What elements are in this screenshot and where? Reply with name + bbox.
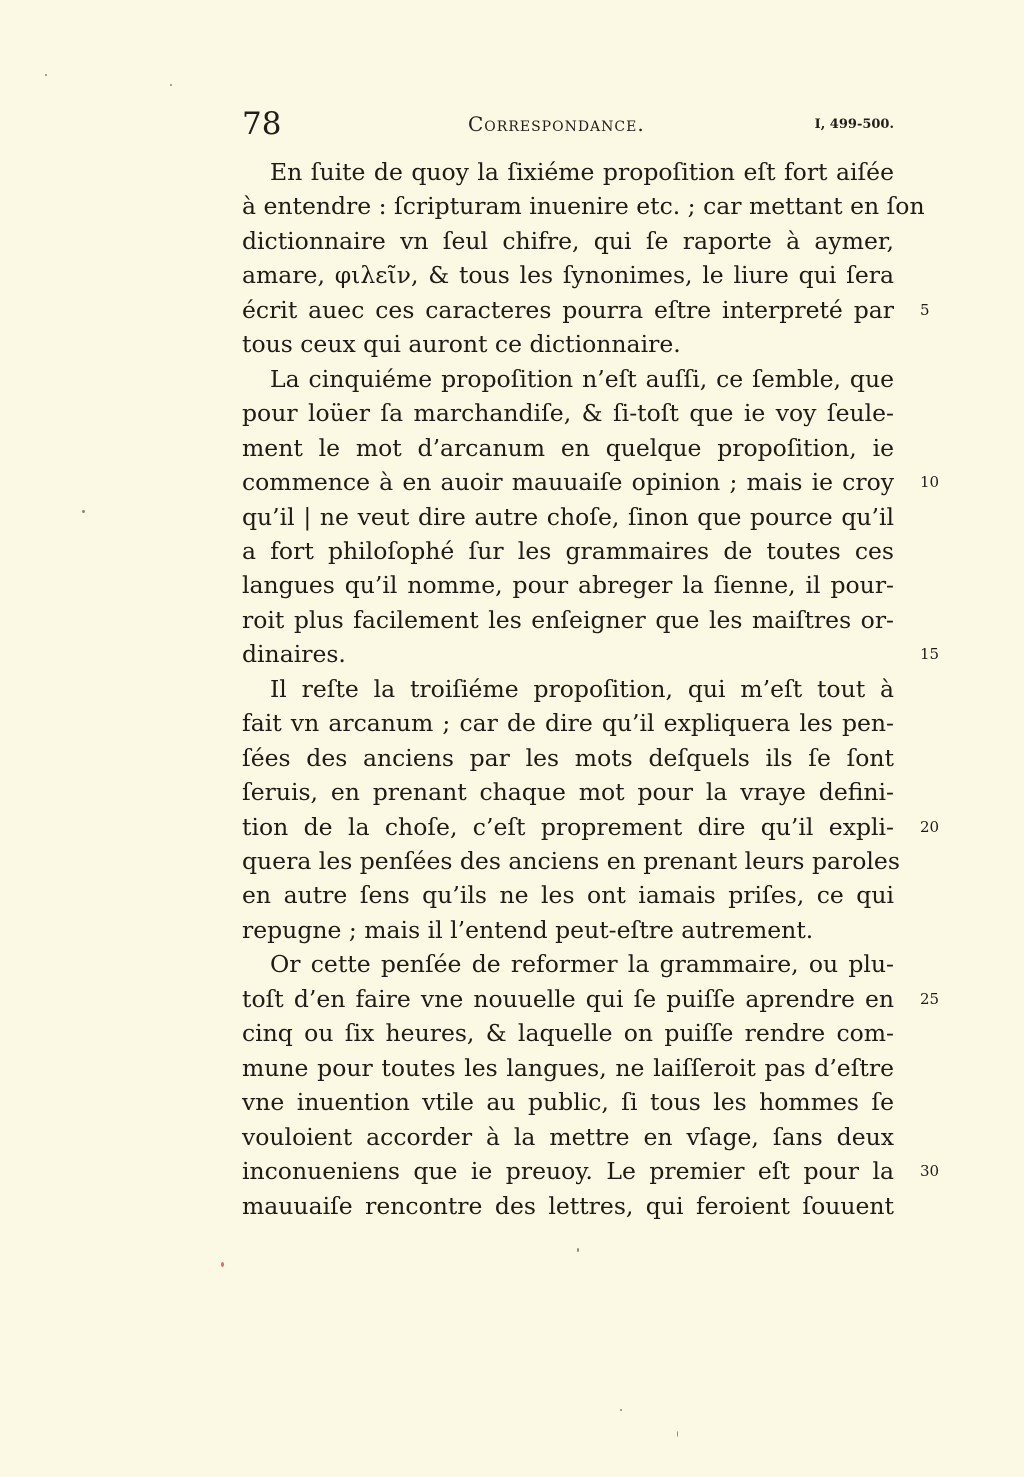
text-line: La cinquiéme propoſition n’eſt auſſi, ce ſemble, que	[270, 364, 894, 393]
text-line: cinq ou ſix heures, & laquelle on puiſſe rendre com-	[242, 1019, 894, 1048]
page-number: 78	[242, 106, 282, 142]
line-number-15: 15	[920, 645, 940, 664]
line-number-30: 30	[920, 1162, 940, 1181]
text-line: toſt d’en faire vne nouuelle qui ſe puiſſe aprendre en	[242, 984, 894, 1013]
text-line: a fort philoſophé ſur les grammaires de toutes ces	[242, 536, 894, 565]
text-line: commence à en auoir mauuaiſe opinion ; mais ie croy	[242, 468, 894, 497]
text-line: En ſuite de quoy la ſixiéme propoſition eſt fort aiſée	[270, 158, 894, 186]
text-line: repugne ; mais il l’entend peut-eſtre autrement.	[242, 915, 814, 944]
text-line: qu’il | ne veut dire autre choſe, ſinon que pource qu’il	[242, 502, 894, 531]
paper-speck	[577, 1248, 579, 1252]
text-line: tous ceux qui auront ce dictionnaire.	[242, 330, 681, 359]
text-line: écrit auec ces caracteres pourra eſtre interpreté par	[242, 295, 894, 324]
page-header	[242, 106, 894, 146]
text-line: pour loüer ſa marchandiſe, & ſi-toſt que ie voy ſeule-	[242, 399, 894, 428]
text-line: vouloient accorder à la mettre en vſage, ſans deux	[242, 1122, 894, 1151]
text-line: langues qu’il nomme, pour abreger la ſienne, il pour-	[242, 571, 894, 600]
text-line: mauuaiſe rencontre des lettres, qui feroient ſouuent	[242, 1191, 894, 1220]
paper-speck	[170, 84, 172, 86]
paper-speck	[221, 1262, 224, 1267]
text-line: Or cette penſée de reformer la grammaire, ou plu-	[270, 950, 894, 979]
line-number-25: 25	[920, 989, 940, 1008]
text-line: tion de la choſe, c’eſt proprement dire qu’il expli-	[242, 812, 894, 841]
text-line: fait vn arcanum ; car de dire qu’il expliquera les pen-	[242, 709, 894, 738]
text-line: mune pour toutes les langues, ne laiſſeroit pas d’eſtre	[242, 1053, 894, 1082]
line-number-20: 20	[920, 817, 940, 836]
text-line: amare, φιλεῖν, & tous les ſynonimes, le liure qui ſera	[242, 261, 894, 290]
paper-speck	[45, 74, 47, 76]
paper-speck	[620, 1409, 622, 1411]
text-line: inconueniens que ie preuoy. Le premier eſt pour la	[242, 1157, 894, 1186]
text-line: Il reſte la troiſiéme propoſition, qui m’eſt tout à	[270, 674, 894, 703]
page-range: I, 499-500.	[814, 117, 894, 132]
paper-speck	[82, 510, 85, 513]
text-line: en autre ſens qu’ils ne les ont iamais priſes, ce qui	[242, 881, 894, 910]
paper-speck	[677, 1431, 678, 1437]
text-line: ſées des anciens par les mots deſquels ils ſe ſont	[242, 743, 894, 772]
running-title: Correspondance.	[468, 112, 645, 136]
text-line: ment le mot d’arcanum en quelque propoſition, ie	[242, 433, 894, 462]
text-line: roit plus facilement les enſeigner que les maiſtres or-	[242, 605, 894, 634]
line-number-5: 5	[920, 300, 930, 319]
text-line: à entendre : ſcripturam inuenire etc. ; car mettant en ſon	[242, 192, 925, 221]
text-line: vne inuention vtile au public, ſi tous les hommes ſe	[242, 1088, 894, 1117]
line-number-10: 10	[920, 473, 940, 492]
text-line: dictionnaire vn ſeul chifre, qui ſe raporte à aymer,	[242, 226, 894, 255]
text-line: quera les penſées des anciens en prenant leurs paroles	[242, 847, 900, 875]
text-line: ſeruis, en prenant chaque mot pour la vraye defini-	[242, 778, 894, 807]
text-line: dinaires.	[242, 640, 346, 669]
